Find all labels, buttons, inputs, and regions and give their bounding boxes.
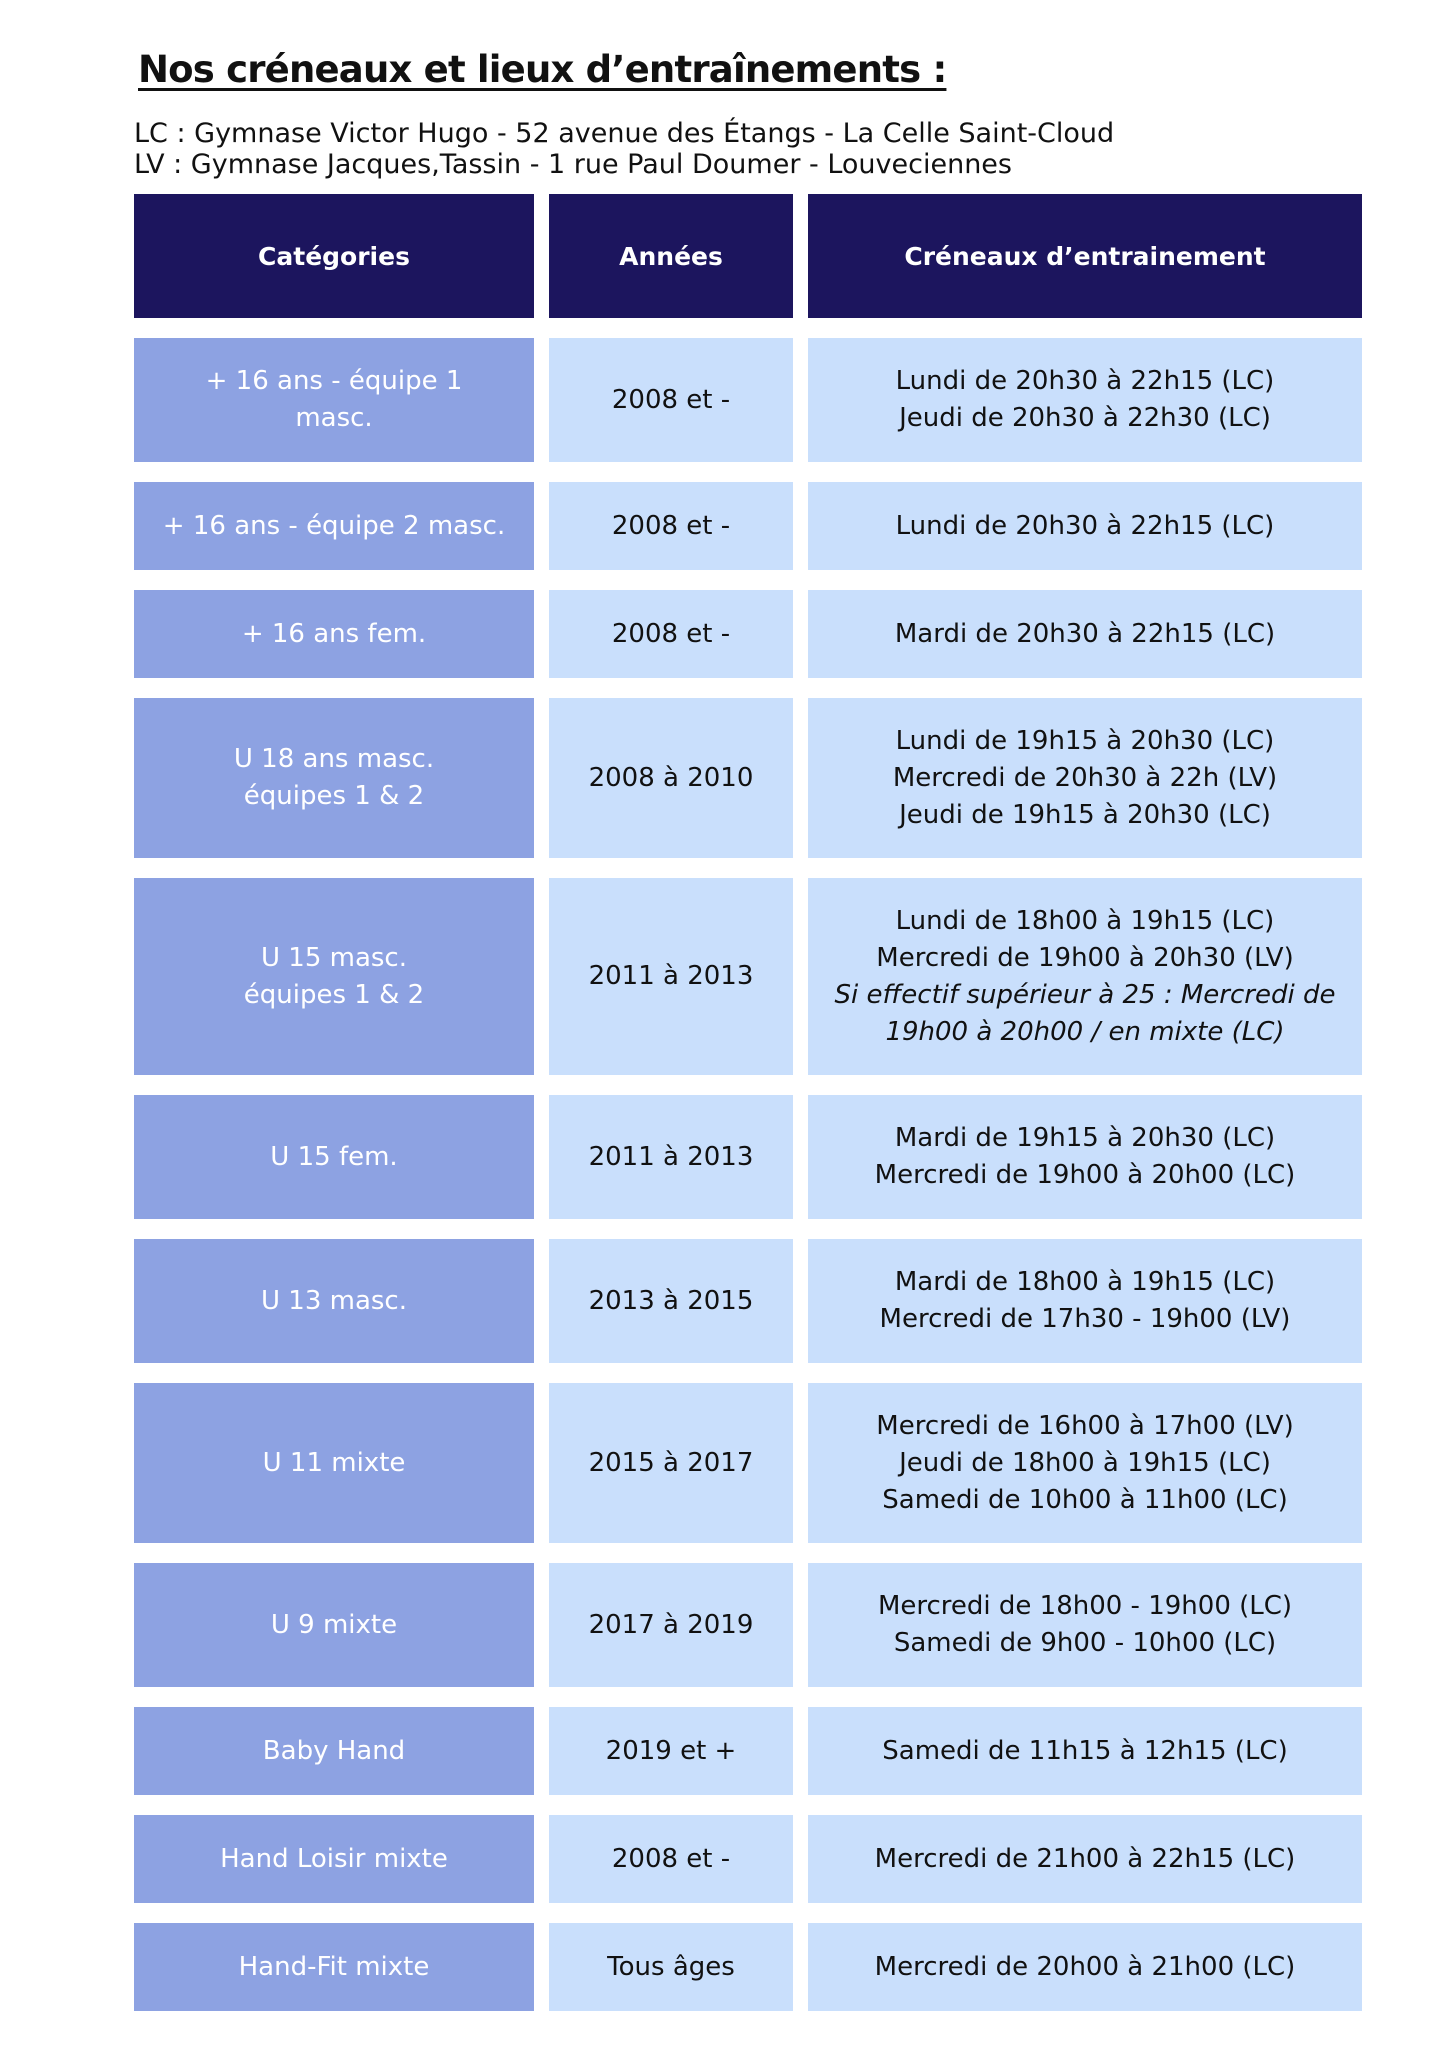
years-cell: 2008 et - — [549, 590, 793, 678]
category-cell: U 13 masc. — [134, 1239, 534, 1363]
years-cell: Tous âges — [549, 1923, 793, 2011]
slots-cell — [808, 1239, 1362, 1363]
slot-line: Lundi de 20h30 à 22h15 (LC) — [895, 366, 1275, 396]
slot-line: Lundi de 18h00 à 19h15 (LC) — [895, 905, 1275, 936]
category-cell: U 15 fem. — [134, 1095, 534, 1219]
slot-line: Mercredi de 20h30 à 22h (LV) — [892, 762, 1278, 793]
slots-cell — [808, 590, 1362, 678]
category-cell: U 9 mixte — [134, 1563, 534, 1687]
slots-cell — [808, 338, 1362, 462]
slot-line: Mercredi de 20h00 à 21h00 (LC) — [874, 1951, 1296, 1982]
slots-cell — [808, 1707, 1362, 1795]
category-cell: Hand-Fit mixte — [134, 1923, 534, 2011]
slot-line: Mercredi de 18h00 - 19h00 (LC) — [877, 1591, 1293, 1621]
slot-note: Si effectif supérieur à 25 : Mercredi de 19h00 à 20h00 / en mixte (LC) — [834, 979, 1336, 1047]
slot-line: Samedi de 10h00 à 11h00 (LC) — [882, 1484, 1288, 1515]
slots-cell — [808, 878, 1362, 1075]
header-slots: Créneaux d’entrainement — [808, 194, 1362, 318]
slot-line: Mercredi de 17h30 - 19h00 (LV) — [879, 1304, 1291, 1334]
category-cell: + 16 ans - équipe 1 masc. — [134, 338, 534, 462]
years-cell: 2011 à 2013 — [549, 878, 793, 1075]
years-cell: 2015 à 2017 — [549, 1383, 793, 1543]
slot-line: Mercredi de 19h00 à 20h30 (LV) — [876, 942, 1294, 973]
slot-line: Jeudi de 19h15 à 20h30 (LC) — [899, 799, 1271, 830]
years-cell: 2008 et - — [549, 482, 793, 570]
category-cell: U 15 masc. équipes 1 & 2 — [134, 878, 534, 1075]
venue-lc: LC : Gymnase Victor Hugo - 52 avenue des Étangs - La Celle Saint-Cloud — [134, 118, 1115, 149]
years-cell: 2011 à 2013 — [549, 1095, 793, 1219]
slots-cell — [808, 1923, 1362, 2011]
slot-line: Samedi de 11h15 à 12h15 (LC) — [882, 1735, 1288, 1766]
slot-line: Mercredi de 19h00 à 20h00 (LC) — [874, 1160, 1296, 1190]
years-cell: 2013 à 2015 — [549, 1239, 793, 1363]
years-cell: 2008 et - — [549, 338, 793, 462]
slot-line: Mercredi de 16h00 à 17h00 (LV) — [876, 1410, 1294, 1441]
slot-line: Mardi de 20h30 à 22h15 (LC) — [894, 618, 1276, 649]
slots-cell — [808, 482, 1362, 570]
slots-cell — [808, 1815, 1362, 1903]
slot-line: Jeudi de 18h00 à 19h15 (LC) — [899, 1447, 1271, 1478]
slots-cell — [808, 1383, 1362, 1543]
category-cell: Hand Loisir mixte — [134, 1815, 534, 1903]
slots-cell — [808, 698, 1362, 858]
slots-cell — [808, 1095, 1362, 1219]
category-cell: Baby Hand — [134, 1707, 534, 1795]
years-cell: 2019 et + — [549, 1707, 793, 1795]
slots-cell — [808, 1563, 1362, 1687]
slot-line: Lundi de 20h30 à 22h15 (LC) — [895, 510, 1275, 541]
slot-line: Lundi de 19h15 à 20h30 (LC) — [895, 725, 1275, 756]
schedule-table — [134, 194, 1362, 2011]
page-title: Nos créneaux et lieux d’entraînements : — [138, 48, 947, 91]
slot-line: Jeudi de 20h30 à 22h30 (LC) — [899, 403, 1271, 433]
slot-line: Mardi de 18h00 à 19h15 (LC) — [894, 1267, 1276, 1297]
slot-line: Mardi de 19h15 à 20h30 (LC) — [894, 1123, 1276, 1153]
category-cell: U 11 mixte — [134, 1383, 534, 1543]
header-categories: Catégories — [134, 194, 534, 318]
slot-line: Mercredi de 21h00 à 22h15 (LC) — [874, 1843, 1296, 1874]
venue-list — [134, 118, 1114, 180]
venue-lv: LV : Gymnase Jacques,Tassin - 1 rue Paul Doumer - Louveciennes — [134, 149, 1012, 180]
header-years: Années — [549, 194, 793, 318]
category-cell: + 16 ans - équipe 2 masc. — [134, 482, 534, 570]
years-cell: 2008 à 2010 — [549, 698, 793, 858]
years-cell: 2008 et - — [549, 1815, 793, 1903]
category-cell: U 18 ans masc. équipes 1 & 2 — [134, 698, 534, 858]
years-cell: 2017 à 2019 — [549, 1563, 793, 1687]
slot-line: Samedi de 9h00 - 10h00 (LC) — [893, 1628, 1277, 1658]
category-cell: + 16 ans fem. — [134, 590, 534, 678]
